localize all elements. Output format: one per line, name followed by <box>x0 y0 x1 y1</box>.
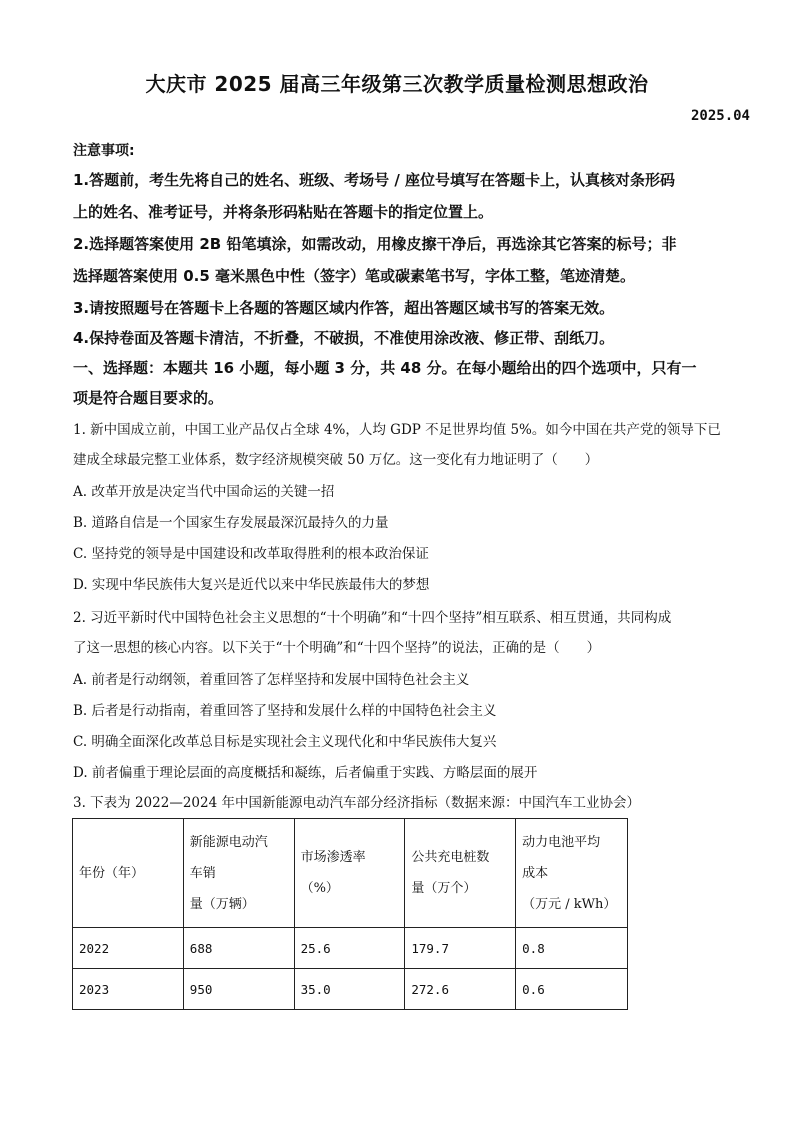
cell-sales: 950 <box>183 969 294 1010</box>
header-line: 车销 <box>189 865 216 881</box>
notes-heading: 注意事项: <box>73 143 135 159</box>
question-2-option-d: D. 前者偏重于理论层面的高度概括和凝练，后者偏重于实践、方略层面的展开 <box>73 765 538 781</box>
question-1-option-b: B. 道路自信是一个国家生存发展最深沉最持久的力量 <box>73 515 389 531</box>
header-year <box>73 819 184 928</box>
notes-line: 4.保持卷面及答题卡清洁，不折叠，不破损，不准使用涂改液、修正带、刮纸刀。 <box>73 329 615 347</box>
question-1-stem: 1. 新中国成立前，中国工业产品仅占全球 4%，人均 GDP 不足世界均值 5%。如今中国在共产党的领导下已 <box>73 422 721 438</box>
header-line: 年份（年） <box>79 865 145 881</box>
cell-chargers: 179.7 <box>405 928 516 969</box>
header-penetration <box>294 819 405 928</box>
header-line: 新能源电动汽 <box>189 834 268 850</box>
question-2-stem: 2. 习近平新时代中国特色社会主义思想的“十个明确”和“十四个坚持”相互联系、相互贯通，共同构成 <box>73 610 672 626</box>
header-line: 动力电池平均 <box>522 834 601 850</box>
cell-battery-cost: 0.6 <box>516 969 628 1010</box>
page-title: 大庆市 2025 届高三年级第三次教学质量检测思想政治 <box>145 72 649 96</box>
ev-indicator-table <box>72 818 628 1010</box>
question-2-option-c: C. 明确全面深化改革总目标是实现社会主义现代化和中华民族伟大复兴 <box>73 734 497 750</box>
notes-line: 2.选择题答案使用 2B 铅笔填涂，如需改动，用橡皮擦干净后，再选涂其它答案的标号；非 <box>73 235 677 253</box>
section-heading-line: 一、选择题：本题共 16 小题，每小题 3 分，共 48 分。在每小题给出的四个选项中，只有一 <box>73 359 697 377</box>
notes-line: 选择题答案使用 0.5 毫米黑色中性（签字）笔或碳素笔书写，字体工整，笔迹清楚。 <box>73 267 636 285</box>
header-line: 市场渗透率 <box>300 850 366 865</box>
question-2-option-a: A. 前者是行动纲领，着重回答了怎样坚持和发展中国特色社会主义 <box>73 672 470 688</box>
exam-date: 2025.04 <box>690 108 750 124</box>
table-header-row <box>73 819 628 928</box>
header-line: 量（万个） <box>411 881 477 896</box>
cell-year: 2022 <box>73 928 184 969</box>
section-heading-line: 项是符合题目要求的。 <box>73 389 224 407</box>
header-line: （万元 / kWh） <box>522 896 617 912</box>
question-1-option-d: D. 实现中华民族伟大复兴是近代以来中华民族最伟大的梦想 <box>73 577 430 593</box>
cell-penetration: 35.0 <box>294 969 405 1010</box>
cell-sales: 688 <box>183 928 294 969</box>
notes-line: 上的姓名、准考证号，并将条形码粘贴在答题卡的指定位置上。 <box>73 203 494 221</box>
question-3-stem: 3. 下表为 2022—2024 年中国新能源电动汽车部分经济指标（数据来源：中国汽车工业协会） <box>73 795 640 811</box>
question-2-stem: 了这一思想的核心内容。以下关于“十个明确”和“十四个坚持”的说法，正确的是（ ） <box>73 640 601 656</box>
table-row <box>73 969 628 1010</box>
table-row <box>73 928 628 969</box>
question-2-option-b: B. 后者是行动指南，着重回答了坚持和发展什么样的中国特色社会主义 <box>73 703 497 719</box>
cell-penetration: 25.6 <box>294 928 405 969</box>
header-chargers <box>405 819 516 928</box>
cell-year: 2023 <box>73 969 184 1010</box>
notes-line: 3.请按照题号在答题卡上各题的答题区域内作答，超出答题区域书写的答案无效。 <box>73 299 615 317</box>
header-line: 公共充电桩数 <box>411 850 490 865</box>
cell-chargers: 272.6 <box>405 969 516 1010</box>
notes-line: 1.答题前，考生先将自己的姓名、班级、考场号 / 座位号填写在答题卡上，认真核对条形码 <box>73 171 676 189</box>
question-1-stem: 建成全球最完整工业体系，数字经济规模突破 50 万亿。这一变化有力地证明了（ ） <box>73 452 599 468</box>
header-line: 成本 <box>522 865 549 881</box>
header-line: 量（万辆） <box>189 896 255 912</box>
question-1-option-c: C. 坚持党的领导是中国建设和改革取得胜利的根本政治保证 <box>73 546 429 562</box>
header-sales <box>183 819 294 928</box>
question-1-option-a: A. 改革开放是决定当代中国命运的关键一招 <box>73 484 335 500</box>
header-battery-cost <box>516 819 628 928</box>
cell-battery-cost: 0.8 <box>516 928 628 969</box>
header-line: （%） <box>300 881 339 896</box>
